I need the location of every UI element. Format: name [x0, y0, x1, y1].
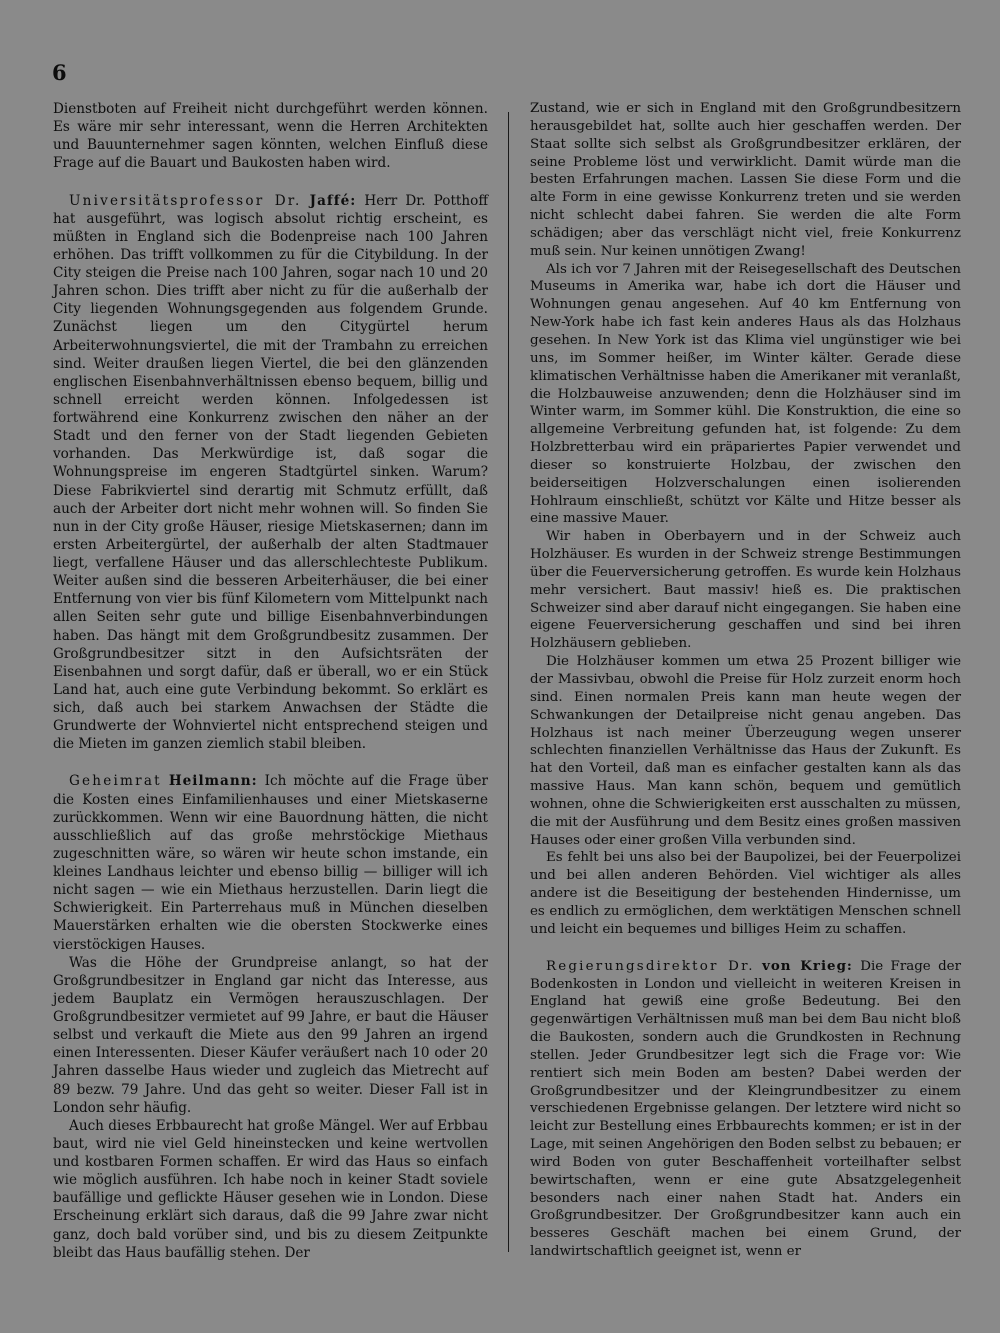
- speech-paragraph: [530, 958, 961, 1261]
- left-column: [53, 100, 488, 1262]
- paragraph: Als ich vor 7 Jahren mit der Reisegesellschaft des Deutschen Museums in Amerika war, habe ich dort die Häuser und Wohnungen genau angesehen. Auf 40 km Entfernung von New-York habe ich fast kein anderes Haus als das Holzhaus gesehen. In New York ist das Klima viel ungünstiger wie bei uns, im Sommer heißer, im Winter kälter. Gerade diese klimatischen Verhältnisse haben die Amerikaner mit veranlaßt, die Holzbauweise anzuwenden; denn die Holzhäuser sind im Winter warm, im Sommer kühl. Die Konstruktion, die eine so allgemeine Verbreitung gefunden hat, ist folgende: Zu dem Holzbretterbau wird ein präpariertes Papier verwendet und dieser so konstruierte Holzbau, der zwischen den beiderseitigen Holzverschalungen einen isolierenden Hohlraum einschließt, schützt vor Kälte und Hitze besser als eine massive Mauer.: [530, 261, 961, 527]
- speech-paragraph: [53, 192, 488, 754]
- speaker-name: Jaffé:: [309, 192, 357, 209]
- page-number: 6: [52, 60, 67, 85]
- paragraph: Was die Höhe der Grundpreise anlangt, so hat der Großgrundbesitzer in England gar nicht das Interesse, aus jedem Bauplatz ein Vermögen herauszuschlagen. Der Großgrundbesitzer vermietet auf 99 Jahre, er baut die Häuser selbst und verkauft die Miete aus den 99 Jahren an irgend einen Interessenten. Dieser Käufer veräußert nach 10 oder 20 Jahren dasselbe Haus wieder und zugleich das Mietrecht auf 89 bezw. 79 Jahre. Und das geht so weiter. Dieser Fall ist in London sehr häufig.: [53, 954, 488, 1116]
- speaker-title: Universitätsprofessor Dr.: [69, 192, 302, 209]
- right-column: [530, 100, 961, 1261]
- paragraph-text: Herr Dr. Potthoff hat ausgeführt, was logisch absolut richtig erscheint, es müßten in England sich die Bodenpreise nach 100 Jahren erhöhen. Das trifft vollkommen zu für die Citybildung. In der City steigen die Preise nach 100 Jahren, sogar nach 10 und 20 Jahren schon. Dies trifft aber nicht zu für die außerhalb der City liegenden Wohnungsgegenden aus folgendem Grunde. Zunächst liegen um den Citygürtel herum Arbeiterwohnungsviertel, die mit der Trambahn zu erreichen sind. Weiter draußen liegen Viertel, die bei den glänzenden englischen Eisenbahnverhältnissen ebenso bequem, billig und schnell erreicht werden können. Infolgedessen ist fortwährend eine Konkurrenz zwischen den näher an der Stadt und den ferner von der Stadt liegenden Gebieten vorhanden. Das Merkwürdige ist, daß sogar die Wohnungspreise im engeren Stadtgürtel sinken. Warum? Diese Fabrikviertel sind derartig mit Schmutz erfüllt, daß auch der Arbeiter dort nicht mehr wohnen will. So finden Sie nun in der City große Häuser, riesige Mietskasernen; dann im ersten Arbeitergürtel, der außerhalb der alten Stadtmauer liegt, verfallene Häuser und das allerschlechteste Publikum. Weiter außen sind die besseren Arbeiterhäuser, die bei einer Entfernung von vier bis fünf Kilometern vom Mittelpunkt nach allen Seiten sehr gute und billige Eisenbahnverbindungen haben. Das hängt mit dem Großgrundbesitz zusammen. Der Großgrundbesitzer sitzt in den Aufsichtsräten der Eisenbahnen und sorgt dafür, daß er überall, wo er ein Stück Land hat, auch eine gute Verbindung bekommt. So erklärt es sich, daß auch bei starkem Anwachsen der Städte die Grundwerte der Wohnviertel nicht entsprechend steigen und die Mieten im ganzen ziemlich stabil bleiben.: [53, 192, 488, 753]
- paragraph: Auch dieses Erbbaurecht hat große Mängel. Wer auf Erbbau baut, wird nie viel Geld hineinstecken und keine wertvollen und kostbaren Formen schaffen. Er wird das Haus so einfach wie möglich ausführen. Ich habe noch in keiner Stadt soviele baufällige und geflickte Häuser gesehen wie in London. Diese Erscheinung erklärt sich daraus, daß die 99 Jahre zwar nicht ganz, doch bald vorüber sind, und bis zu diesem Zeitpunkte bleibt das Haus baufällig stehen. Der: [53, 1117, 488, 1261]
- speaker-title: Geheimrat: [69, 773, 162, 790]
- paragraph: Die Holzhäuser kommen um etwa 25 Prozent billiger wie der Massivbau, obwohl die Preise für Holz zurzeit enorm hoch sind. Einen normalen Preis kann man heute wegen der Schwankungen der Detailpreise nicht genau angeben. Das Holzhaus ist nach meiner Überzeugung wegen unserer schlechten finanziellen Verhältnisse das Haus der Zukunft. Es hat den Vorteil, daß man es einfacher gestalten kann als das massive Haus. Man kann schön, bequem und gemütlich wohnen, ohne die Schwierigkeiten erst ausschalten zu müssen, die mit der Ausführung und dem Besitz eines großen massiven Hauses oder einer großen Villa verbunden sind.: [530, 654, 961, 848]
- column-divider: [508, 112, 509, 1252]
- paragraph-text: Ich möchte auf die Frage über die Kosten eines Einfamilienhauses und einer Mietskaserne zurückkommen. Wenn wir eine Bauordnung hätten, die nicht ausschließlich auf das große mehrstöckige Miethaus zugeschnitten wäre, so wären wir heute schon imstande, ein kleines Landhaus leichter und ebenso billig — billiger will ich nicht sagen — wie ein Miethaus herzustellen. Darin liegt die Schwierigkeit. Ein Parterrehaus muß in München dieselben Mauerstärken erhalten wie die obersten Stockwerke eines vierstöckigen Hauses.: [53, 773, 489, 953]
- paragraph: Dienstboten auf Freiheit nicht durchgeführt werden können. Es wäre mir sehr interessant, wenn die Herren Architekten und Bauunternehmer sagen könnten, welchen Einfluß diese Frage auf die Bauart und Baukosten haben wird.: [53, 101, 488, 172]
- paragraph: Wir haben in Oberbayern und in der Schweiz auch Holzhäuser. Es wurden in der Schweiz strenge Bestimmungen über die Feuerversicherung getroffen. Es wurde kein Holzhaus mehr versichert. Baut massiv! hieß es. Die praktischen Schweizer sind aber darauf nicht eingegangen. Sie haben eine eigene Feuerversicherung geschaffen und sind bei ihren Holzhäusern geblieben.: [530, 529, 961, 652]
- speaker-name: Heilmann:: [168, 773, 258, 790]
- paragraph: Zustand, wie er sich in England mit den Großgrundbesitzern herausgebildet hat, sollte auch hier geschaffen werden. Der Staat sollte sich selbst als Großgrundbesitzer erklären, der seine Probleme löst und verwirklicht. Damit würde man die besten Erfahrungen machen. Lassen Sie diese Form und die alte Form in eine gewisse Konkurrenz treten und sie werden nicht schlecht dabei fahren. Sie werden die alte Form schädigen; aber das verschlägt nicht viel, freie Konkurrenz muß sein. Nur keinen unnötigen Zwang!: [530, 101, 961, 259]
- paragraph: Es fehlt bei uns also bei der Baupolizei, bei der Feuerpolizei und bei allen anderen Behörden. Viel wichtiger als alles andere ist die Beseitigung der bestehenden Hindernisse, um es endlich zu ermöglichen, dem werktätigen Menschen schnell und leicht ein bequemes und billiges Heim zu schaffen.: [530, 850, 961, 937]
- speaker-title: Regierungsdirektor Dr.: [546, 958, 755, 974]
- speaker-name: von Krieg:: [762, 957, 853, 974]
- paragraph-text: Die Frage der Bodenkosten in London und vielleicht in weiteren Kreisen in England hat gewiß eine große Bedeutung. Bei den gegenwärtigen Verhältnissen muß man bei dem Bau nicht bloß die Baukosten, sondern auch die Grundkosten in Rechnung stellen. Jeder Grundbesitzer legt sich die Frage vor: Wie rentiert sich mein Boden am besten? Dabei werden der Großgrundbesitzer und der Kleingrundbesitzer zu einem verschiedenen Ergebnisse gelangen. Der letztere wird nicht so leicht zur Bestellung eines Erbbaurechts kommen; er ist in der Lage, mit seinen Angehörigen den Boden selbst zu bebauen; er wird Boden von guter Beschaffenheit vorteilhafter selbst bewirtschaften, wenn er eine gute Absatzgelegenheit besonders nach einer nahen Stadt hat. Anders ein Großgrundbesitzer. Der Großgrundbesitzer kann auch ein besseres Geschäft machen bei einem Grund, der landwirtschaftlich geeignet ist, wenn er: [530, 958, 961, 1260]
- speech-paragraph: [53, 772, 488, 953]
